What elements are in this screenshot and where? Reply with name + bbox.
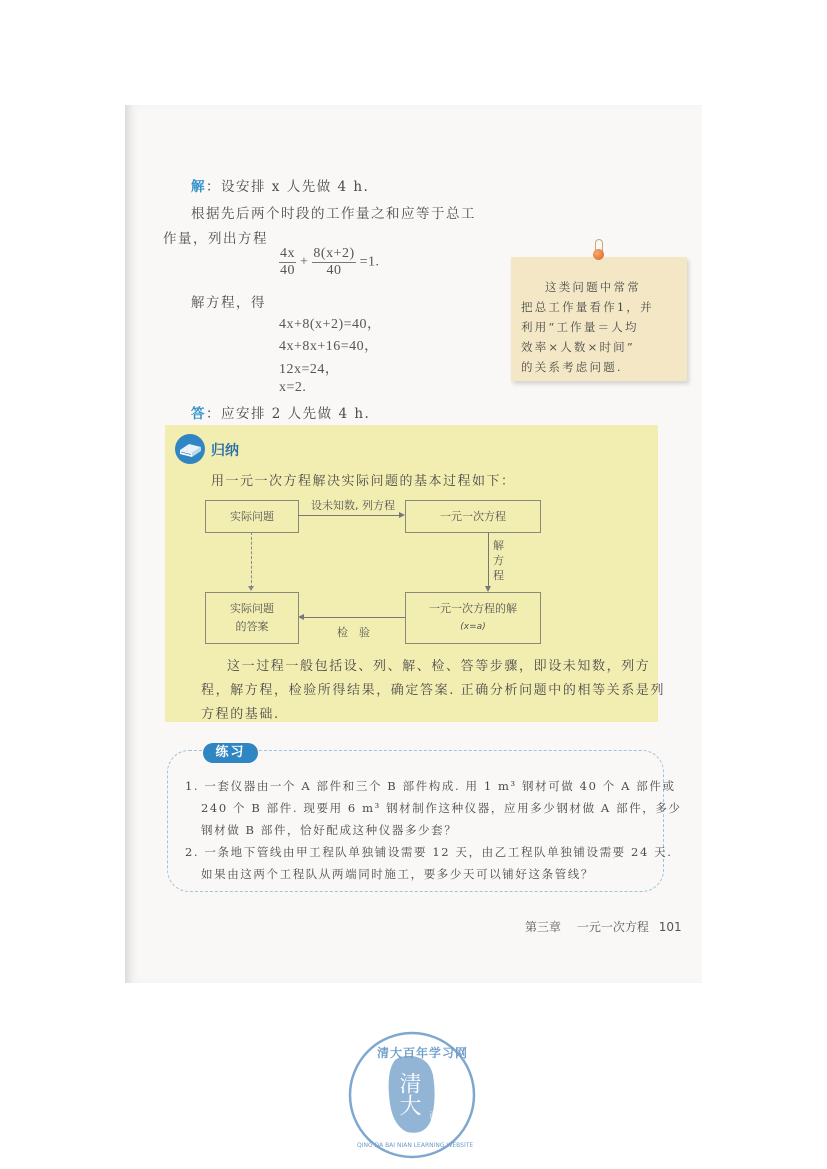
equation-rhs: =1. bbox=[359, 254, 380, 270]
exercise-2 bbox=[185, 841, 672, 885]
arrow-solve-label bbox=[493, 538, 504, 583]
step-1: 4x+8(x+2)=40， bbox=[279, 317, 382, 332]
answer-box-line-1: 实际问题 bbox=[230, 602, 274, 615]
solution-line-3: 作量，列出方程 bbox=[163, 231, 268, 247]
solution-line-1 bbox=[191, 175, 369, 195]
step-3: 12x=24， bbox=[279, 362, 340, 377]
exercise-line: 钢材做 B 部件，恰好配成这种仪器多少套？ bbox=[201, 823, 458, 837]
solution-box-line-2: (x=a) bbox=[460, 622, 486, 632]
exercise-line: 240 个 B 部件. 现要用 6 m³ 钢材制作这种仪器，应用多少钢材做 A 部件，多少 bbox=[201, 801, 682, 815]
arrow-check bbox=[302, 617, 405, 618]
arrow-head-down-icon bbox=[485, 586, 491, 592]
arrow-set-unknown-label: 设未知数, 列方程 bbox=[311, 499, 395, 512]
page-number: 101 bbox=[658, 920, 682, 934]
page-footer bbox=[525, 918, 682, 935]
arrow-head-down-dashed-icon bbox=[248, 586, 254, 591]
note-line: 把总工作量看作1，并 bbox=[521, 300, 654, 314]
pushpin-icon bbox=[593, 249, 604, 260]
arrow-set-unknown bbox=[298, 515, 402, 516]
solve-char: 程 bbox=[493, 569, 504, 582]
plus-sign: + bbox=[300, 254, 309, 270]
fraction-2-numerator: 8(x+2) bbox=[313, 246, 355, 261]
arrow-dashed bbox=[251, 532, 252, 588]
step-4: x=2. bbox=[279, 380, 307, 395]
answer-text: ：应安排 2 人先做 4 h. bbox=[206, 406, 371, 422]
sticky-note bbox=[511, 257, 687, 381]
watermark-ring-text: QING DA BAI NIAN LEARNING WEBSITE bbox=[357, 1142, 474, 1149]
watermark-logo bbox=[347, 1030, 477, 1160]
flow-box-real-problem: 实际问题 bbox=[205, 500, 299, 533]
summary-title: 归纳 bbox=[211, 443, 239, 459]
note-line: 利用“工作量＝人均 bbox=[521, 320, 639, 334]
fraction-1 bbox=[279, 246, 296, 279]
step-2: 4x+8x+16=40， bbox=[279, 339, 379, 354]
solution-setup-text: ：设安排 x 人先做 4 h. bbox=[206, 179, 370, 195]
book-stack-icon bbox=[175, 434, 205, 464]
arrow-head-right-icon bbox=[399, 512, 405, 518]
solve-char: 解 bbox=[493, 539, 504, 552]
arrow-head-left-icon bbox=[298, 614, 304, 620]
exercise-1 bbox=[185, 775, 682, 841]
solve-char: 方 bbox=[493, 554, 504, 567]
flow-box-problem-answer bbox=[205, 592, 299, 644]
watermark-center: 清大 bbox=[396, 1072, 421, 1116]
summary-paragraph bbox=[201, 655, 665, 727]
summary-paragraph-line: 方程的基础. bbox=[201, 707, 280, 722]
summary-paragraph-line: 这一过程一般包括设、列、解、检、答等步骤，即设未知数，列方 bbox=[227, 659, 651, 674]
answer-box-line-2: 的答案 bbox=[235, 620, 269, 633]
fraction-1-numerator: 4x bbox=[280, 246, 295, 261]
fraction-2 bbox=[312, 246, 355, 279]
note-line: 效率×人数×时间” bbox=[521, 340, 635, 354]
flow-box-equation-solution bbox=[405, 592, 541, 644]
watermark-top-text: 清大百年学习网 bbox=[377, 1046, 469, 1060]
chapter-title: 一元一次方程 bbox=[576, 920, 649, 934]
practice-tag: 练习 bbox=[203, 743, 258, 763]
solution-line-2: 根据先后两个时段的工作量之和应等于总工 bbox=[191, 206, 476, 222]
summary-paragraph-line: 程，解方程，检验所得结果，确定答案. 正确分析问题中的相等关系是列 bbox=[201, 683, 666, 698]
note-text bbox=[521, 277, 681, 377]
watermark-small: 百年 bbox=[429, 1111, 445, 1120]
textbook-page bbox=[125, 105, 702, 983]
solve-intro: 解方程，得 bbox=[191, 295, 266, 311]
fraction-2-denominator: 40 bbox=[326, 263, 342, 278]
exercise-line: 如果由这两个工程队从两端同时施工，要多少天可以铺好这条管线？ bbox=[201, 867, 594, 881]
fraction-1-denominator: 40 bbox=[280, 263, 295, 278]
chapter-label: 第三章 bbox=[525, 920, 562, 934]
answer-label: 答 bbox=[191, 406, 206, 422]
solution-box-line-1: 一元一次方程的解 bbox=[429, 602, 517, 615]
note-line: 的关系考虑问题. bbox=[521, 360, 623, 374]
arrow-solve bbox=[488, 532, 489, 589]
equation bbox=[279, 246, 380, 279]
solve-label: 解 bbox=[191, 179, 206, 195]
summary-intro: 用一元一次方程解决实际问题的基本过程如下： bbox=[211, 474, 516, 489]
note-line: 这类问题中常常 bbox=[545, 280, 641, 294]
arrow-check-label: 检 验 bbox=[337, 626, 370, 639]
summary-box bbox=[165, 425, 666, 722]
flow-box-linear-equation: 一元一次方程 bbox=[405, 500, 541, 533]
exercise-line: 2. 一条地下管线由甲工程队单独铺设需要 12 天，由乙工程队单独铺设需要 24 天. bbox=[185, 845, 673, 859]
exercise-line: 1. 一套仪器由一个 A 部件和三个 B 部件构成. 用 1 m³ 钢材可做 40 个 A 部件或 bbox=[185, 779, 676, 793]
answer-line bbox=[191, 402, 370, 422]
